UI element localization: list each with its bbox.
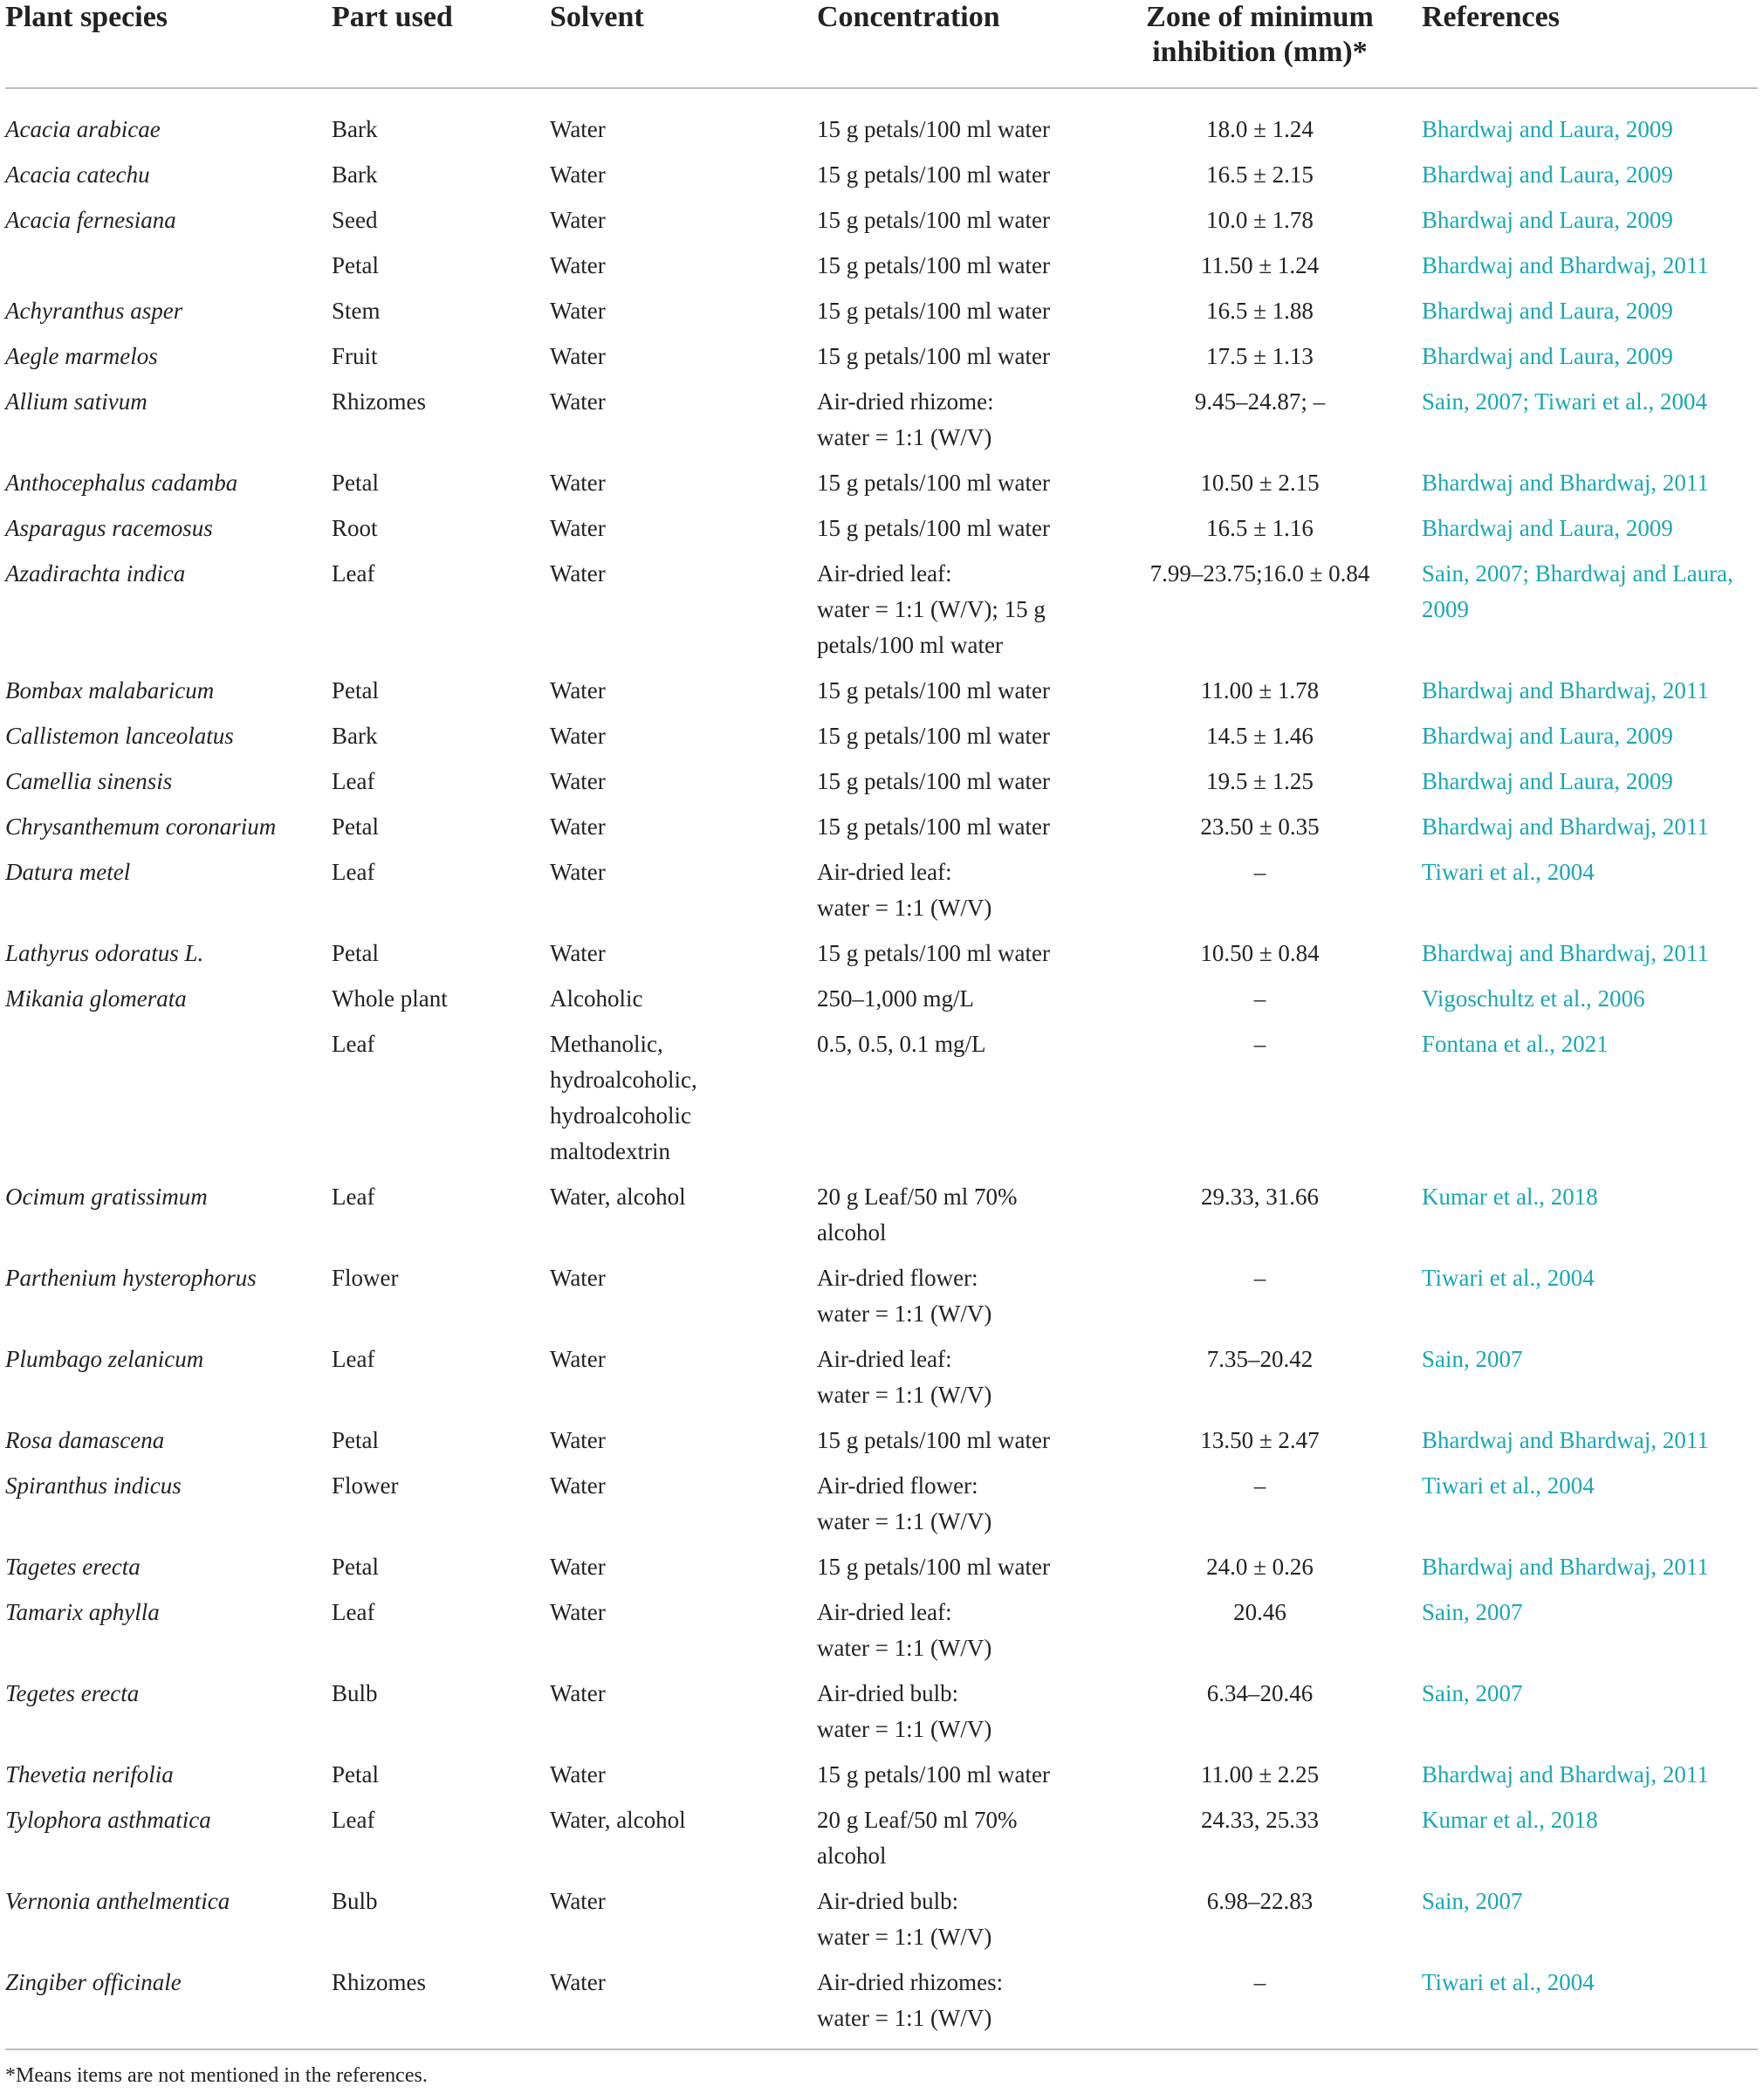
cell-reference-link[interactable]: Sain, 2007; Bhardwaj and Laura, 2009 xyxy=(1422,560,1733,622)
cell-concentration xyxy=(817,981,1105,1026)
cell-plant-species: Tamarix aphylla xyxy=(5,1599,160,1625)
cell-solvent: Water xyxy=(550,116,606,142)
header-plant-species: Plant species xyxy=(5,0,332,88)
cell-plant-species: Datura metel xyxy=(5,859,131,885)
cell-part-used: Rhizomes xyxy=(332,388,426,415)
cell-reference-link[interactable]: Kumar et al., 2018 xyxy=(1422,1807,1598,1833)
cell-solvent: Water xyxy=(550,1427,606,1453)
cell-reference-link[interactable]: Bhardwaj and Laura, 2009 xyxy=(1422,768,1673,794)
cell-solvent: Water xyxy=(550,1761,606,1788)
table-row xyxy=(5,157,1758,202)
cell-zone-of-inhibition: 11.00 ± 1.78 xyxy=(1200,677,1320,703)
cell-plant-species: Vernonia anthelmentica xyxy=(5,1888,230,1914)
header-solvent: Solvent xyxy=(550,0,817,88)
table-row xyxy=(5,1468,1758,1549)
cell-zone-of-inhibition: 10.50 ± 0.84 xyxy=(1200,940,1320,966)
cell-part-used: Petal xyxy=(332,1554,379,1580)
table-row xyxy=(5,1757,1758,1802)
concentration-line: petals/100 ml water xyxy=(817,632,1003,658)
table-row xyxy=(5,511,1758,556)
concentration-line: Air-dried rhizome: xyxy=(817,388,994,415)
concentration-line: 15 g petals/100 ml water xyxy=(817,298,1050,324)
concentration-line: Air-dried bulb: xyxy=(817,1888,959,1914)
cell-part-used: Bark xyxy=(332,116,378,142)
cell-part-used: Flower xyxy=(332,1472,399,1499)
table-row xyxy=(5,339,1758,384)
cell-solvent: Water xyxy=(550,1965,817,2049)
cell-plant-species: Parthenium hysterophorus xyxy=(5,1265,257,1291)
cell-reference-link[interactable]: Sain, 2007 xyxy=(1422,1599,1523,1625)
cell-zone-of-inhibition: – xyxy=(1253,1472,1266,1499)
concentration-line: 15 g petals/100 ml water xyxy=(817,343,1050,369)
cell-concentration xyxy=(817,202,1105,248)
cell-part-used: Bulb xyxy=(332,1680,378,1706)
cell-reference-link[interactable]: Vigoschultz et al., 2006 xyxy=(1422,985,1645,1012)
concentration-line: water = 1:1 (W/V) xyxy=(817,895,992,921)
cell-reference-link[interactable]: Bhardwaj and Bhardwaj, 2011 xyxy=(1422,1554,1709,1580)
cell-plant-species: Tegetes erecta xyxy=(5,1680,140,1706)
cell-part-used: Root xyxy=(332,515,378,541)
cell-concentration xyxy=(817,1026,1105,1179)
cell-reference-link[interactable]: Sain, 2007 xyxy=(1422,1680,1523,1706)
table-body xyxy=(5,88,1758,2049)
concentration-line: 15 g petals/100 ml water xyxy=(817,1427,1050,1453)
cell-reference-link[interactable]: Sain, 2007 xyxy=(1422,1888,1523,1914)
cell-plant-species: Acacia catechu xyxy=(5,161,150,188)
concentration-line: 15 g petals/100 ml water xyxy=(817,515,1050,541)
concentration-line: water = 1:1 (W/V) xyxy=(817,1716,992,1742)
concentration-line: 20 g Leaf/50 ml 70% xyxy=(817,1184,1018,1210)
cell-solvent: Water, alcohol xyxy=(550,1807,686,1833)
cell-concentration xyxy=(817,718,1105,764)
cell-concentration xyxy=(817,1342,1105,1423)
cell-zone-of-inhibition: 7.35–20.42 xyxy=(1206,1346,1314,1372)
cell-solvent: Water xyxy=(550,388,606,415)
cell-solvent: Water xyxy=(550,1888,606,1914)
cell-concentration xyxy=(817,157,1105,202)
cell-plant-species xyxy=(5,248,332,293)
cell-solvent: Water xyxy=(550,1680,606,1706)
cell-solvent: Water xyxy=(550,1346,606,1372)
cell-zone-of-inhibition: 10.0 ± 1.78 xyxy=(1206,207,1314,233)
cell-zone-of-inhibition: 11.00 ± 2.25 xyxy=(1200,1761,1320,1788)
cell-reference-link[interactable]: Bhardwaj and Bhardwaj, 2011 xyxy=(1422,252,1709,278)
concentration-line: 15 g petals/100 ml water xyxy=(817,723,1050,749)
cell-part-used: Leaf xyxy=(332,1599,375,1625)
cell-part-used: Petal xyxy=(332,940,379,966)
cell-reference-link[interactable]: Fontana et al., 2021 xyxy=(1422,1031,1609,1057)
concentration-line: alcohol xyxy=(817,1219,887,1246)
cell-reference-link[interactable]: Bhardwaj and Laura, 2009 xyxy=(1422,207,1673,233)
header-references: References xyxy=(1422,0,1758,88)
cell-zone-of-inhibition: 24.33, 25.33 xyxy=(1201,1807,1319,1833)
cell-part-used: Rhizomes xyxy=(332,1965,550,2049)
cell-solvent: Water xyxy=(550,677,606,703)
cell-zone-of-inhibition: 10.50 ± 2.15 xyxy=(1200,470,1320,496)
cell-plant-species: Bombax malabaricum xyxy=(5,677,215,703)
cell-part-used: Leaf xyxy=(332,859,375,885)
cell-zone-of-inhibition: 14.5 ± 1.46 xyxy=(1206,723,1314,749)
table-row xyxy=(5,718,1758,764)
cell-concentration xyxy=(817,1423,1105,1468)
cell-part-used: Petal xyxy=(332,1427,379,1453)
concentration-line: water = 1:1 (W/V) xyxy=(817,1924,992,1950)
cell-concentration xyxy=(817,1595,1105,1676)
cell-concentration xyxy=(817,673,1105,718)
cell-solvent: Water xyxy=(550,859,606,885)
table-row xyxy=(5,1549,1758,1595)
cell-zone-of-inhibition: 7.99–23.75;16.0 ± 0.84 xyxy=(1149,560,1370,587)
cell-solvent: Water xyxy=(550,813,606,840)
cell-concentration xyxy=(817,511,1105,556)
table-row xyxy=(5,1260,1758,1342)
cell-concentration xyxy=(817,809,1105,854)
table-row xyxy=(5,764,1758,809)
cell-reference-link[interactable]: Bhardwaj and Laura, 2009 xyxy=(1422,723,1673,749)
cell-reference-link[interactable]: Tiwari et al., 2004 xyxy=(1422,1265,1595,1291)
cell-zone-of-inhibition: 19.5 ± 1.25 xyxy=(1206,768,1314,794)
cell-zone-of-inhibition: 17.5 ± 1.13 xyxy=(1206,343,1314,369)
cell-zone-of-inhibition: 20.46 xyxy=(1233,1599,1286,1625)
concentration-line: water = 1:1 (W/V) xyxy=(817,1508,992,1534)
cell-zone-of-inhibition: 9.45–24.87; – xyxy=(1194,388,1326,415)
cell-plant-species: Asparagus racemosus xyxy=(5,515,213,541)
cell-solvent: Water xyxy=(550,343,606,369)
cell-reference-link[interactable]: Sain, 2007; Tiwari et al., 2004 xyxy=(1422,388,1708,415)
cell-part-used: Petal xyxy=(332,470,379,496)
concentration-line: water = 1:1 (W/V) xyxy=(817,424,992,450)
cell-solvent: Water xyxy=(550,723,606,749)
cell-solvent: Water xyxy=(550,1265,606,1291)
concentration-line: 250–1,000 mg/L xyxy=(817,985,974,1012)
cell-concentration xyxy=(817,1468,1105,1549)
concentration-line: Air-dried leaf: xyxy=(817,859,952,885)
cell-zone-of-inhibition: – xyxy=(1253,1031,1266,1057)
header-zone-line-2: inhibition (mm)* xyxy=(1152,36,1368,68)
cell-reference-link[interactable]: Bhardwaj and Bhardwaj, 2011 xyxy=(1422,940,1709,966)
cell-plant-species xyxy=(5,1026,332,1179)
cell-zone-of-inhibition: 6.98–22.83 xyxy=(1206,1888,1314,1914)
cell-part-used: Fruit xyxy=(332,343,378,369)
cell-reference-link[interactable]: Bhardwaj and Laura, 2009 xyxy=(1422,515,1673,541)
cell-concentration xyxy=(817,764,1105,809)
cell-plant-species: Plumbago zelanicum xyxy=(5,1346,204,1372)
concentration-line: 15 g petals/100 ml water xyxy=(817,470,1050,496)
concentration-line: Air-dried flower: xyxy=(817,1472,978,1499)
cell-concentration xyxy=(817,88,1105,157)
header-zone-of-inhibition xyxy=(1105,0,1422,88)
cell-plant-species: Azadirachta indica xyxy=(5,560,186,587)
cell-reference-link[interactable]: Bhardwaj and Laura, 2009 xyxy=(1422,343,1673,369)
cell-part-used: Petal xyxy=(332,252,379,278)
cell-reference-link[interactable]: Tiwari et al., 2004 xyxy=(1422,1472,1595,1499)
cell-part-used: Petal xyxy=(332,813,379,840)
table-row xyxy=(5,1342,1758,1423)
header-row xyxy=(5,0,1758,88)
cell-part-used: Leaf xyxy=(332,1807,375,1833)
concentration-line: water = 1:1 (W/V); 15 g xyxy=(817,596,1046,622)
cell-solvent: Water xyxy=(550,298,606,324)
cell-plant-species: Thevetia nerifolia xyxy=(5,1761,174,1788)
cell-concentration xyxy=(817,556,1105,673)
cell-plant-species: Ocimum gratissimum xyxy=(5,1184,208,1210)
cell-reference-link[interactable]: Bhardwaj and Laura, 2009 xyxy=(1422,116,1673,142)
cell-part-used: Bark xyxy=(332,161,378,188)
concentration-line: 15 g petals/100 ml water xyxy=(817,768,1050,794)
header-part-used: Part used xyxy=(332,0,550,88)
concentration-line: Air-dried bulb: xyxy=(817,1680,959,1706)
cell-reference-link[interactable]: Sain, 2007 xyxy=(1422,1346,1523,1372)
concentration-line: 15 g petals/100 ml water xyxy=(817,161,1050,188)
cell-reference-link[interactable]: Bhardwaj and Laura, 2009 xyxy=(1422,161,1673,188)
concentration-line: 15 g petals/100 ml water xyxy=(817,1761,1050,1788)
cell-zone-of-inhibition: 29.33, 31.66 xyxy=(1201,1184,1319,1210)
concentration-line: 15 g petals/100 ml water xyxy=(817,813,1050,840)
plant-extract-table xyxy=(5,0,1758,2050)
table-row xyxy=(5,936,1758,981)
cell-plant-species: Acacia fernesiana xyxy=(5,207,176,233)
cell-concentration xyxy=(817,1757,1105,1802)
cell-reference-link[interactable]: Bhardwaj and Bhardwaj, 2011 xyxy=(1422,1427,1709,1453)
cell-zone-of-inhibition: 23.50 ± 0.35 xyxy=(1200,813,1320,840)
table-row xyxy=(5,1965,1758,2049)
cell-solvent: Water xyxy=(550,560,606,587)
concentration-line: water = 1:1 (W/V) xyxy=(817,1300,992,1327)
cell-plant-species: Anthocephalus cadamba xyxy=(5,470,238,496)
cell-solvent: Methanolic, hydroalcoholic, hydroalcoholic maltodextrin xyxy=(550,1031,697,1164)
cell-zone-of-inhibition: 24.0 ± 0.26 xyxy=(1206,1554,1314,1580)
cell-zone-of-inhibition: 18.0 ± 1.24 xyxy=(1206,116,1314,142)
cell-solvent: Water xyxy=(550,768,606,794)
cell-part-used: Stem xyxy=(332,298,381,324)
concentration-line: water = 1:1 (W/V) xyxy=(817,2005,992,2031)
cell-reference-link[interactable]: Tiwari et al., 2004 xyxy=(1422,1965,1758,2049)
table-row xyxy=(5,384,1758,465)
cell-plant-species: Spiranthus indicus xyxy=(5,1472,182,1499)
cell-part-used: Seed xyxy=(332,207,378,233)
cell-plant-species: Acacia arabicae xyxy=(5,116,161,142)
cell-concentration xyxy=(817,1676,1105,1757)
concentration-line: Air-dried rhizomes: xyxy=(817,1969,1004,1995)
concentration-line: 0.5, 0.5, 0.1 mg/L xyxy=(817,1031,986,1057)
cell-solvent: Water xyxy=(550,1599,606,1625)
concentration-line: alcohol xyxy=(817,1843,887,1869)
cell-part-used: Leaf xyxy=(332,1346,375,1372)
cell-reference-link[interactable]: Bhardwaj and Bhardwaj, 2011 xyxy=(1422,677,1709,703)
cell-part-used: Flower xyxy=(332,1265,399,1291)
cell-part-used: Bark xyxy=(332,723,378,749)
cell-concentration xyxy=(817,339,1105,384)
cell-zone-of-inhibition: 16.5 ± 2.15 xyxy=(1206,161,1314,188)
cell-zone-of-inhibition: – xyxy=(1253,859,1266,885)
cell-concentration xyxy=(817,1179,1105,1260)
cell-plant-species: Camellia sinensis xyxy=(5,768,173,794)
table-row xyxy=(5,854,1758,936)
concentration-line: water = 1:1 (W/V) xyxy=(817,1635,992,1661)
cell-part-used: Petal xyxy=(332,677,379,703)
cell-concentration xyxy=(817,1549,1105,1595)
cell-concentration xyxy=(817,384,1105,465)
cell-concentration xyxy=(817,1965,1105,2049)
concentration-line: 15 g petals/100 ml water xyxy=(817,116,1050,142)
concentration-line: water = 1:1 (W/V) xyxy=(817,1382,992,1408)
concentration-line: Air-dried flower: xyxy=(817,1265,978,1291)
cell-zone-of-inhibition: 16.5 ± 1.16 xyxy=(1206,515,1314,541)
table-row xyxy=(5,1423,1758,1468)
table-row xyxy=(5,1802,1758,1884)
concentration-line: 15 g petals/100 ml water xyxy=(817,677,1050,703)
cell-plant-species: Lathyrus odoratus L. xyxy=(5,940,204,966)
cell-part-used: Bulb xyxy=(332,1888,378,1914)
table-row xyxy=(5,1676,1758,1757)
concentration-line: 15 g petals/100 ml water xyxy=(817,940,1050,966)
cell-zone-of-inhibition: 6.34–20.46 xyxy=(1206,1680,1314,1706)
concentration-line: Air-dried leaf: xyxy=(817,1346,952,1372)
table-footnote: *Means items are not mentioned in the references. xyxy=(5,2064,428,2087)
cell-zone-of-inhibition: 16.5 ± 1.88 xyxy=(1206,298,1314,324)
concentration-line: 15 g petals/100 ml water xyxy=(817,252,1050,278)
concentration-line: 20 g Leaf/50 ml 70% xyxy=(817,1807,1018,1833)
cell-reference-link[interactable]: Bhardwaj and Bhardwaj, 2011 xyxy=(1422,813,1709,840)
cell-reference-link[interactable]: Bhardwaj and Laura, 2009 xyxy=(1422,298,1673,324)
table-row xyxy=(5,202,1758,248)
concentration-line: Air-dried leaf: xyxy=(817,560,952,587)
cell-solvent: Water xyxy=(550,161,606,188)
cell-concentration xyxy=(817,1260,1105,1342)
cell-solvent: Water xyxy=(550,207,606,233)
concentration-line: Air-dried leaf: xyxy=(817,1599,952,1625)
cell-concentration xyxy=(817,465,1105,511)
concentration-line: 15 g petals/100 ml water xyxy=(817,207,1050,233)
table-row xyxy=(5,981,1758,1026)
cell-solvent: Water xyxy=(550,1472,606,1499)
cell-solvent: Water, alcohol xyxy=(550,1184,686,1210)
table-row xyxy=(5,293,1758,339)
cell-part-used: Whole plant xyxy=(332,985,448,1012)
table-row xyxy=(5,1884,1758,1965)
cell-part-used: Petal xyxy=(332,1761,379,1788)
cell-part-used: Leaf xyxy=(332,1031,375,1057)
cell-part-used: Leaf xyxy=(332,560,375,587)
cell-concentration xyxy=(817,293,1105,339)
cell-concentration xyxy=(817,936,1105,981)
table-row xyxy=(5,1179,1758,1260)
concentration-line: 15 g petals/100 ml water xyxy=(817,1554,1050,1580)
cell-solvent: Water xyxy=(550,515,606,541)
cell-plant-species: Callistemon lanceolatus xyxy=(5,723,234,749)
table-row xyxy=(5,88,1758,157)
cell-solvent: Water xyxy=(550,940,606,966)
cell-solvent: Alcoholic xyxy=(550,985,643,1012)
table-row xyxy=(5,1026,1758,1179)
cell-solvent: Water xyxy=(550,470,606,496)
cell-concentration xyxy=(817,854,1105,936)
table-row xyxy=(5,556,1758,673)
cell-zone-of-inhibition: – xyxy=(1105,1965,1422,2049)
table-row xyxy=(5,465,1758,511)
cell-concentration xyxy=(817,248,1105,293)
cell-plant-species: Tylophora asthmatica xyxy=(5,1807,211,1833)
cell-part-used: Leaf xyxy=(332,768,375,794)
cell-solvent: Water xyxy=(550,252,606,278)
table-row xyxy=(5,809,1758,854)
cell-plant-species: Rosa damascena xyxy=(5,1427,165,1453)
cell-zone-of-inhibition: 13.50 ± 2.47 xyxy=(1200,1427,1320,1453)
cell-reference-link[interactable]: Bhardwaj and Bhardwaj, 2011 xyxy=(1422,1761,1709,1788)
table-row xyxy=(5,248,1758,293)
cell-concentration xyxy=(817,1884,1105,1965)
cell-part-used: Leaf xyxy=(332,1184,375,1210)
cell-plant-species: Mikania glomerata xyxy=(5,985,187,1012)
cell-zone-of-inhibition: – xyxy=(1253,1265,1266,1291)
cell-plant-species: Zingiber officinale xyxy=(5,1965,332,2049)
cell-reference-link[interactable]: Bhardwaj and Bhardwaj, 2011 xyxy=(1422,470,1709,496)
cell-zone-of-inhibition: – xyxy=(1253,985,1266,1012)
table-row xyxy=(5,673,1758,718)
header-zone-line-1: Zone of minimum xyxy=(1146,1,1374,33)
cell-plant-species: Tagetes erecta xyxy=(5,1554,141,1580)
table-header xyxy=(5,0,1758,88)
cell-solvent: Water xyxy=(550,1554,606,1580)
header-concentration: Concentration xyxy=(817,0,1105,88)
cell-concentration xyxy=(817,1802,1105,1884)
cell-reference-link[interactable]: Tiwari et al., 2004 xyxy=(1422,859,1595,885)
cell-plant-species: Aegle marmelos xyxy=(5,343,158,369)
cell-plant-species: Chrysanthemum coronarium xyxy=(5,813,277,840)
cell-plant-species: Achyranthus asper xyxy=(5,298,183,324)
table-row xyxy=(5,1595,1758,1676)
cell-plant-species: Allium sativum xyxy=(5,388,147,415)
cell-reference-link[interactable]: Kumar et al., 2018 xyxy=(1422,1184,1598,1210)
cell-zone-of-inhibition: 11.50 ± 1.24 xyxy=(1200,252,1320,278)
